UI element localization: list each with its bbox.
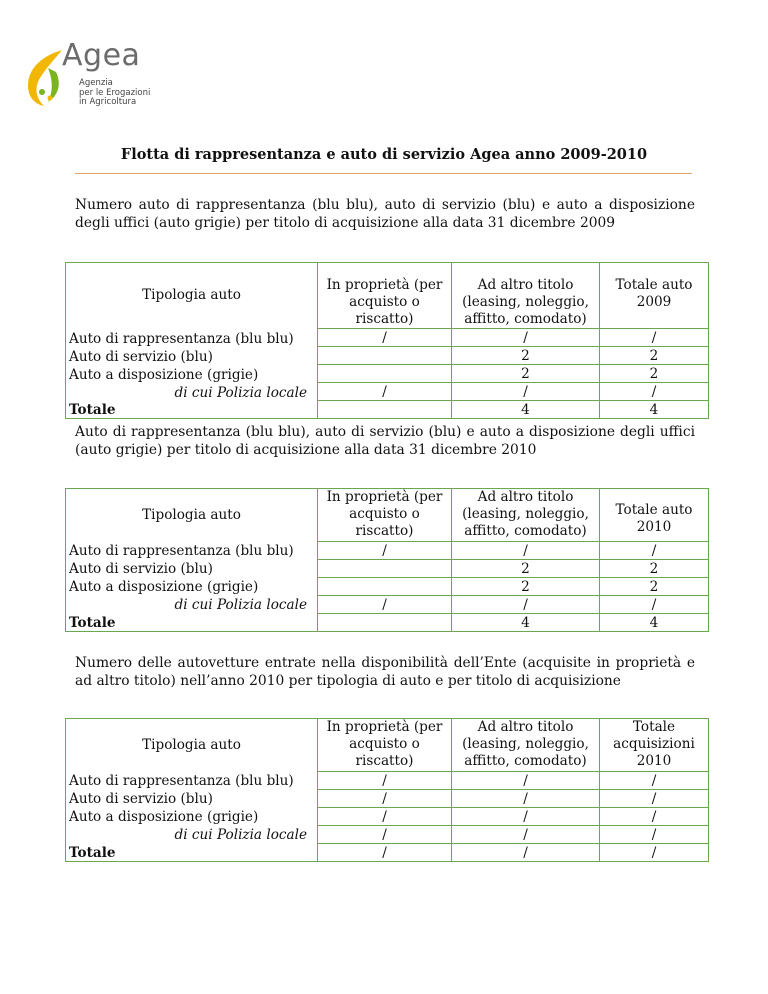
cell-proprieta: / — [318, 383, 452, 401]
cell-totale: / — [600, 843, 709, 861]
cell-totale: 4 — [600, 401, 709, 419]
row-label: di cui Polizia locale — [66, 383, 318, 401]
page-title: Flotta di rappresentanza e auto di servizio Agea anno 2009-2010 — [120, 146, 648, 163]
logo-wordmark: Agea — [62, 38, 141, 73]
header-altro-titolo: Ad altro titolo (leasing, noleggio, affitto, comodato) — [452, 719, 600, 772]
cell-totale: 2 — [600, 347, 709, 365]
title-divider — [75, 173, 692, 174]
row-label: Auto di rappresentanza (blu blu) — [66, 771, 318, 789]
cell-totale: 2 — [600, 559, 709, 577]
table-row — [66, 365, 709, 383]
table-row — [66, 347, 709, 365]
header-tipologia: Tipologia auto — [66, 263, 318, 329]
header-proprieta: In proprietà (per acquisto o riscatto) — [318, 263, 452, 329]
cell-altro-titolo: 2 — [452, 559, 600, 577]
cell-proprieta — [318, 577, 452, 595]
agea-logo — [22, 38, 152, 106]
header-totale: Totale acquisizioni 2010 — [600, 719, 709, 772]
table-row — [66, 789, 709, 807]
table-row — [66, 771, 709, 789]
header-totale: Totale auto 2010 — [600, 489, 709, 542]
header-tipologia: Tipologia auto — [66, 489, 318, 542]
cell-proprieta: / — [318, 843, 452, 861]
row-label: Auto di rappresentanza (blu blu) — [66, 541, 318, 559]
table-row — [66, 807, 709, 825]
cell-altro-titolo: / — [452, 329, 600, 347]
table-2010 — [65, 488, 709, 632]
header-tipologia: Tipologia auto — [66, 719, 318, 772]
section-1-intro: Numero auto di rappresentanza (blu blu), auto di servizio (blu) e auto a disposizione degli uffici (auto grigie) per titolo di acquisizione alla data 31 dicembre 2009 — [75, 197, 695, 231]
cell-proprieta: / — [318, 825, 452, 843]
cell-altro-titolo: 2 — [452, 365, 600, 383]
row-label: Auto di servizio (blu) — [66, 789, 318, 807]
cell-totale: / — [600, 383, 709, 401]
cell-proprieta — [318, 401, 452, 419]
header-totale: Totale auto 2009 — [600, 263, 709, 329]
table-row — [66, 613, 709, 631]
cell-altro-titolo: / — [452, 595, 600, 613]
header-altro-titolo: Ad altro titolo (leasing, noleggio, affitto, comodato) — [452, 489, 600, 542]
table-row — [66, 329, 709, 347]
row-label: Totale — [66, 401, 318, 419]
table-row — [66, 559, 709, 577]
cell-proprieta — [318, 613, 452, 631]
cell-totale: 2 — [600, 365, 709, 383]
table-row — [66, 595, 709, 613]
cell-altro-titolo: / — [452, 541, 600, 559]
cell-totale: 4 — [600, 613, 709, 631]
cell-totale: / — [600, 825, 709, 843]
cell-proprieta: / — [318, 595, 452, 613]
table-row — [66, 577, 709, 595]
cell-totale: / — [600, 329, 709, 347]
cell-totale: / — [600, 541, 709, 559]
table-2009 — [65, 262, 709, 419]
header-altro-titolo: Ad altro titolo (leasing, noleggio, affitto, comodato) — [452, 263, 600, 329]
row-label: Totale — [66, 843, 318, 861]
cell-proprieta — [318, 559, 452, 577]
cell-totale: / — [600, 595, 709, 613]
table-row — [66, 843, 709, 861]
row-label: di cui Polizia locale — [66, 825, 318, 843]
header-proprieta: In proprietà (per acquisto o riscatto) — [318, 489, 452, 542]
cell-altro-titolo: / — [452, 789, 600, 807]
section-3-intro: Numero delle autovetture entrate nella disponibilità dell’Ente (acquisite in proprietà e ad altro titolo) nell’anno 2010 per tipologia di auto e per titolo di acquisizione — [75, 655, 695, 689]
row-label: Auto di rappresentanza (blu blu) — [66, 329, 318, 347]
table-row — [66, 825, 709, 843]
cell-totale: / — [600, 789, 709, 807]
row-label: Auto a disposizione (grigie) — [66, 577, 318, 595]
table-acquisizioni-2010 — [65, 718, 709, 862]
cell-proprieta: / — [318, 329, 452, 347]
row-label: Auto a disposizione (grigie) — [66, 365, 318, 383]
table-row — [66, 401, 709, 419]
cell-altro-titolo: 4 — [452, 401, 600, 419]
table-row — [66, 383, 709, 401]
row-label: Totale — [66, 613, 318, 631]
cell-altro-titolo: / — [452, 383, 600, 401]
cell-proprieta — [318, 347, 452, 365]
section-2-intro: Auto di rappresentanza (blu blu), auto di servizio (blu) e auto a disposizione degli uffici (auto grigie) per titolo di acquisizione alla data 31 dicembre 2010 — [75, 424, 695, 458]
cell-totale: 2 — [600, 577, 709, 595]
cell-altro-titolo: 2 — [452, 577, 600, 595]
cell-altro-titolo: 2 — [452, 347, 600, 365]
cell-proprieta — [318, 365, 452, 383]
cell-proprieta: / — [318, 541, 452, 559]
cell-proprieta: / — [318, 789, 452, 807]
cell-altro-titolo: / — [452, 807, 600, 825]
header-proprieta: In proprietà (per acquisto o riscatto) — [318, 719, 452, 772]
cell-altro-titolo: / — [452, 825, 600, 843]
row-label: Auto di servizio (blu) — [66, 559, 318, 577]
cell-proprieta: / — [318, 771, 452, 789]
row-label: Auto a disposizione (grigie) — [66, 807, 318, 825]
cell-altro-titolo: 4 — [452, 613, 600, 631]
logo-subtitle: Agenzia per le Erogazioni in Agricoltura — [79, 78, 151, 107]
cell-totale: / — [600, 771, 709, 789]
cell-totale: / — [600, 807, 709, 825]
cell-altro-titolo: / — [452, 771, 600, 789]
table-row — [66, 541, 709, 559]
cell-altro-titolo: / — [452, 843, 600, 861]
cell-proprieta: / — [318, 807, 452, 825]
row-label: Auto di servizio (blu) — [66, 347, 318, 365]
row-label: di cui Polizia locale — [66, 595, 318, 613]
